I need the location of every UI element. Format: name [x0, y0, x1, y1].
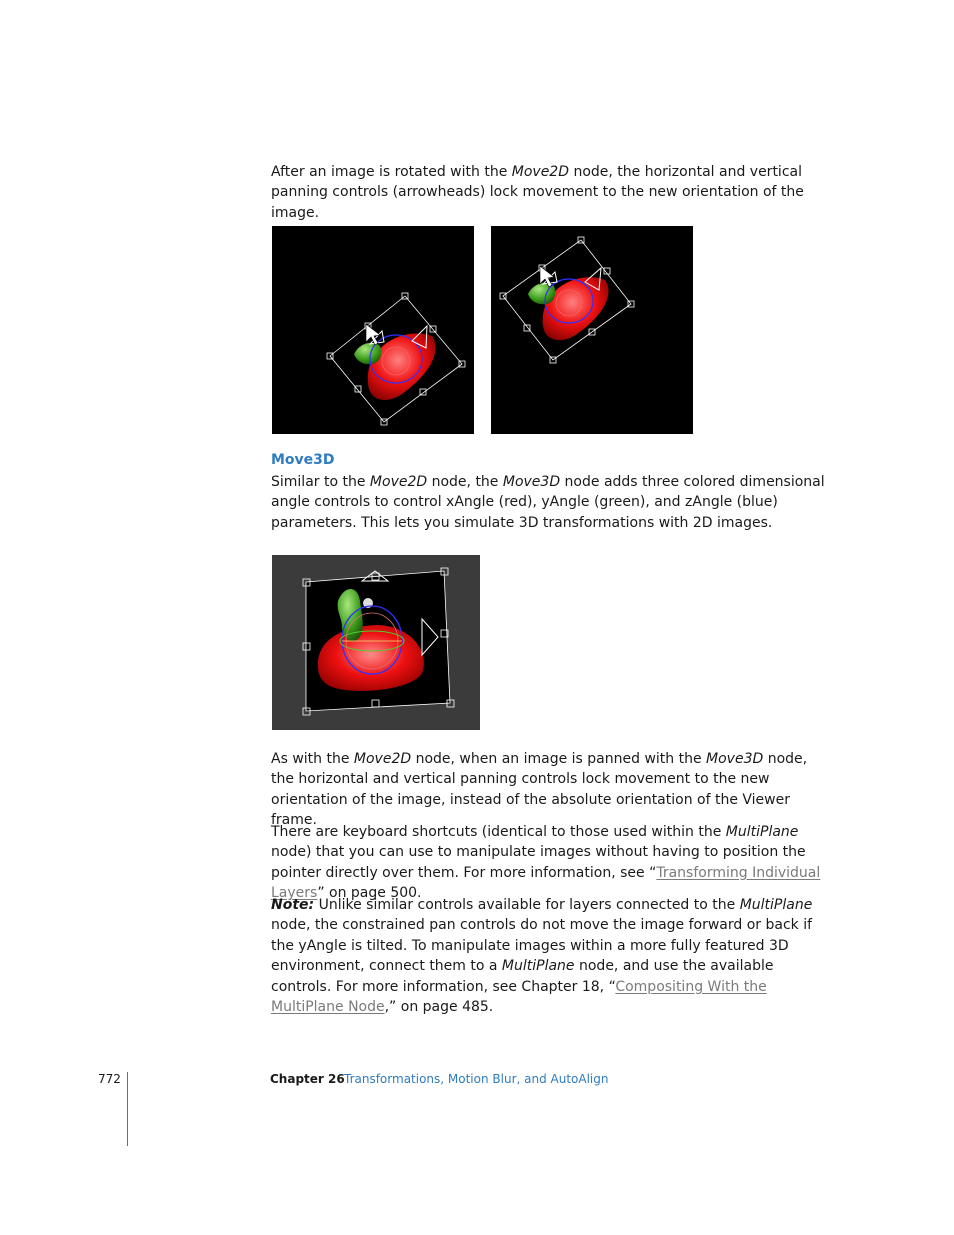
rotated-image-figure-right [491, 226, 693, 434]
note-paragraph: Note: Unlike similar controls available for layers connected to the MultiPlane node, the constrained pan controls do not move the image forward or back if the yAngle is tilted. To manipulate images within a more fully featured 3D environment, connect them to a MultiPlane node, and use the available controls. For more information, see Chapter 18, “Compositing With the MultiPlane Node,” on page 485. [271, 897, 813, 1016]
pan-paragraph: As with the Move2D node, when an image is panned with the Move3D node, the horizontal and vertical panning controls lock movement to the new orientation of the image, instead of the absolute orientation of the Viewer frame. [271, 751, 808, 829]
page-number: 772 [98, 1072, 121, 1086]
footer-divider [127, 1072, 128, 1146]
move3d-description: Similar to the Move2D node, the Move3D node adds three colored dimensional angle controls to control xAngle (red), yAngle (green), and zAngle (blue) parameters. This lets you simulate 3D transformations with 2D images. [271, 474, 825, 531]
link-transforming-individual-layers[interactable]: Transforming Individual Layers [271, 864, 821, 902]
section-heading-move3d: Move3D [271, 452, 335, 468]
rotated-image-figure-left [272, 226, 474, 434]
intro-paragraph: After an image is rotated with the Move2D node, the horizontal and vertical panning controls (arrowheads) lock movement to the new orientation of the image. [271, 164, 804, 221]
move3d-controls-figure [272, 555, 480, 730]
link-compositing-multiplane-node[interactable]: Compositing With the MultiPlane Node [271, 978, 767, 1016]
footer-chapter-title: Transformations, Motion Blur, and AutoAlign [344, 1072, 609, 1086]
footer-chapter-label: Chapter 26 [270, 1072, 345, 1086]
note-label: Note: [271, 897, 315, 913]
shortcuts-paragraph: There are keyboard shortcuts (identical to those used within the MultiPlane node) that you can use to manipulate images without having to position the pointer directly over them. For more information, see “Transforming Individual Layers” on page 500. [271, 824, 821, 902]
